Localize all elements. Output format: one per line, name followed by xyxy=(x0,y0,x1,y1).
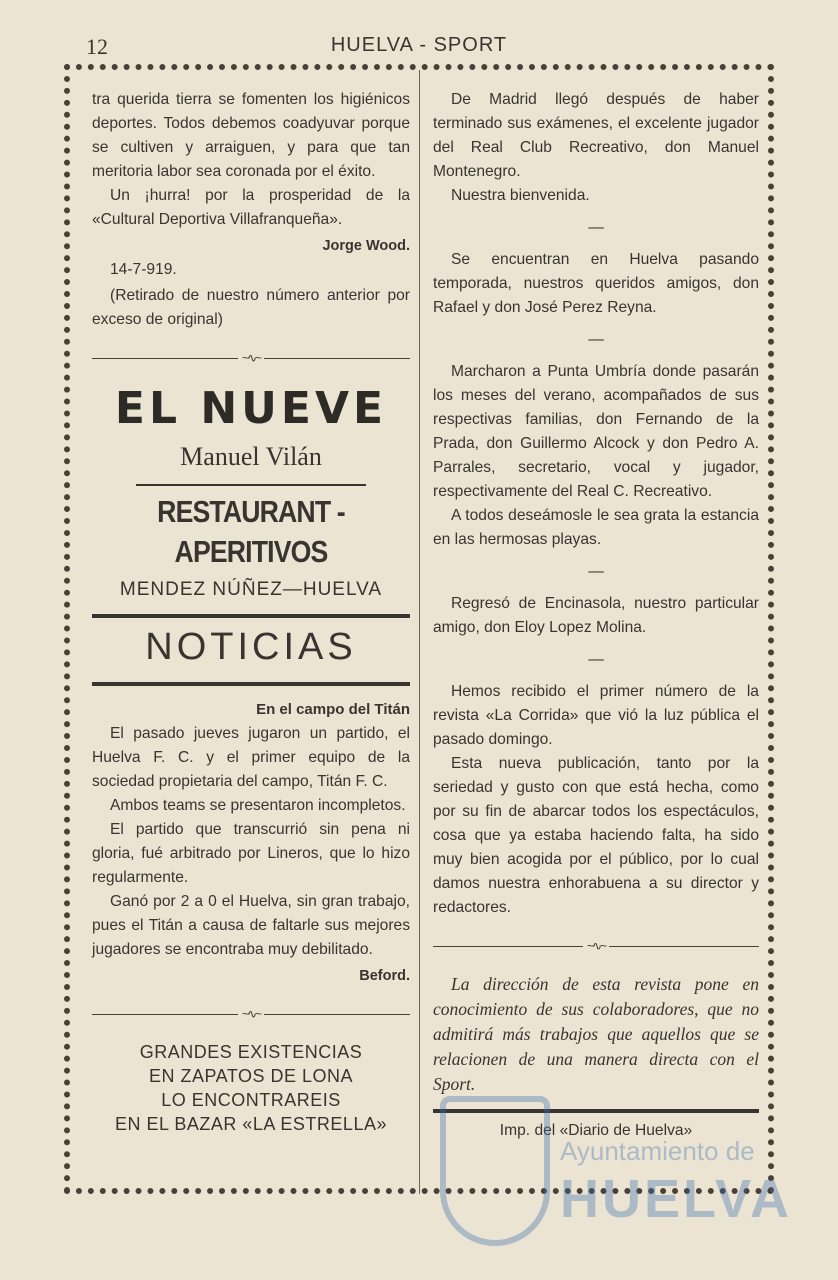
thick-rule xyxy=(92,614,410,618)
bazar-ad-line: LO ENCONTRAREIS xyxy=(161,1090,341,1110)
news-item: A todos deseámosle le sea grata la estancia en las hermosas playas. xyxy=(433,507,759,548)
news-item: Nuestra bienvenida. xyxy=(451,187,590,204)
news-heading: En el campo del Titán xyxy=(256,701,410,718)
coat-of-arms-icon xyxy=(440,1096,550,1246)
article-paragraph: tra querida tierra se fomenten los higiénicos deportes. Todos debemos coadyuvar porque se cultiven y arraiguen, y para que tan meritoria labor sea coronada por el éxito. xyxy=(92,91,410,180)
separator: — xyxy=(588,219,604,236)
news-paragraph: El partido que transcurrió sin pena ni gloria, fué arbitrado por Lineros, que lo hizo regularmente. xyxy=(92,821,410,886)
news-paragraph: Ganó por 2 a 0 el Huelva, sin gran trabajo, pues el Titán a causa de faltarle sus mejores jugadores se encontraba muy debilitado. xyxy=(92,893,410,958)
article-paragraph: Un ¡hurra! por la prosperidad de la «Cultural Deportiva Villafranqueña». xyxy=(92,187,410,228)
news-item: De Madrid llegó después de haber terminado sus exámenes, el excelente jugador del Real Club Recreativo, don Manuel Montenegro. xyxy=(433,91,759,180)
thick-rule xyxy=(92,682,410,686)
news-paragraph: El pasado jueves jugaron un partido, el Huelva F. C. y el primer equipo de la sociedad propietaria del campo, Titán F. C. xyxy=(92,725,410,790)
right-column xyxy=(433,88,759,1143)
bazar-ad-line: GRANDES EXISTENCIAS xyxy=(139,1042,363,1062)
separator: — xyxy=(588,563,604,580)
news-signature: Beford. xyxy=(359,968,410,984)
watermark-line-1: Ayuntamiento de xyxy=(560,1136,755,1166)
bazar-ad-line: EN EL BAZAR «LA ESTRELLA» xyxy=(115,1114,387,1134)
news-item: Regresó de Encinasola, nuestro particular amigo, don Eloy Lopez Molina. xyxy=(433,595,759,636)
article-signature: Jorge Wood. xyxy=(322,238,410,254)
left-column xyxy=(92,88,410,1136)
news-item: Esta nueva publicación, tanto por la seriedad y gusto con que está hecha, como por su fin de abarcar todos los espectáculos, cosa que ya estaba haciendo falta, ha sido muy bien acogida por el público, por lo cual damos nuestra enhorabuena a su director y redactores. xyxy=(433,755,759,916)
ad-rule xyxy=(136,484,366,486)
article-note: (Retirado de nuestro número anterior por exceso de original) xyxy=(92,287,410,328)
ad-owner: Manuel Vilán xyxy=(180,442,322,471)
column-divider xyxy=(419,70,420,1194)
separator: — xyxy=(588,331,604,348)
ad-title: EL NUEVE xyxy=(114,383,388,434)
ornament-divider xyxy=(92,1002,410,1026)
news-item: Hemos recibido el primer número de la revista «La Corrida» que vió la luz pública el pasado domingo. xyxy=(433,683,759,748)
ad-address: MENDEZ NÚÑEZ—HUELVA xyxy=(119,579,383,600)
section-title: NOTICIAS xyxy=(145,626,357,668)
page-number: 12 xyxy=(86,34,108,59)
ornament-mark: ~∿~ xyxy=(241,351,261,365)
ornament-mark: ~∿~ xyxy=(241,1007,261,1021)
page-header-title: HUELVA - SPORT xyxy=(330,34,508,56)
watermark-line-2: HUELVA xyxy=(560,1169,792,1229)
news-item: Marcharon a Punta Umbría donde pasarán los meses del verano, acompañados de sus respectivas familias, don Fernando de la Prada, don Guillermo Alcock y don Pedro A. Parrales, secretario, vocal y jugador, respectivamente del Real C. Recreativo. xyxy=(433,363,759,500)
ad-business: RESTAURANT - APERITIVOS xyxy=(157,494,345,569)
ornament-divider xyxy=(92,346,410,370)
news-paragraph: Ambos teams se presentaron incompletos. xyxy=(110,797,406,814)
watermark xyxy=(440,1086,792,1266)
separator: — xyxy=(588,651,604,668)
bazar-ad-line: EN ZAPATOS DE LONA xyxy=(148,1066,354,1086)
ornament-divider xyxy=(433,934,759,958)
article-date: 14-7-919. xyxy=(110,261,177,278)
news-item: Se encuentran en Huelva pasando temporada, nuestros queridos amigos, don Rafael y don José Perez Reyna. xyxy=(433,251,759,316)
ornament-mark: ~∿~ xyxy=(586,939,606,953)
printer-credit: Imp. del «Diario de Huelva» xyxy=(499,1122,693,1139)
editorial-notice: La dirección de esta revista pone en conocimiento de sus colaboradores, que no admitirá más trabajos que aquellos que se relacionen de una manera directa con el Sport. xyxy=(433,974,759,1094)
